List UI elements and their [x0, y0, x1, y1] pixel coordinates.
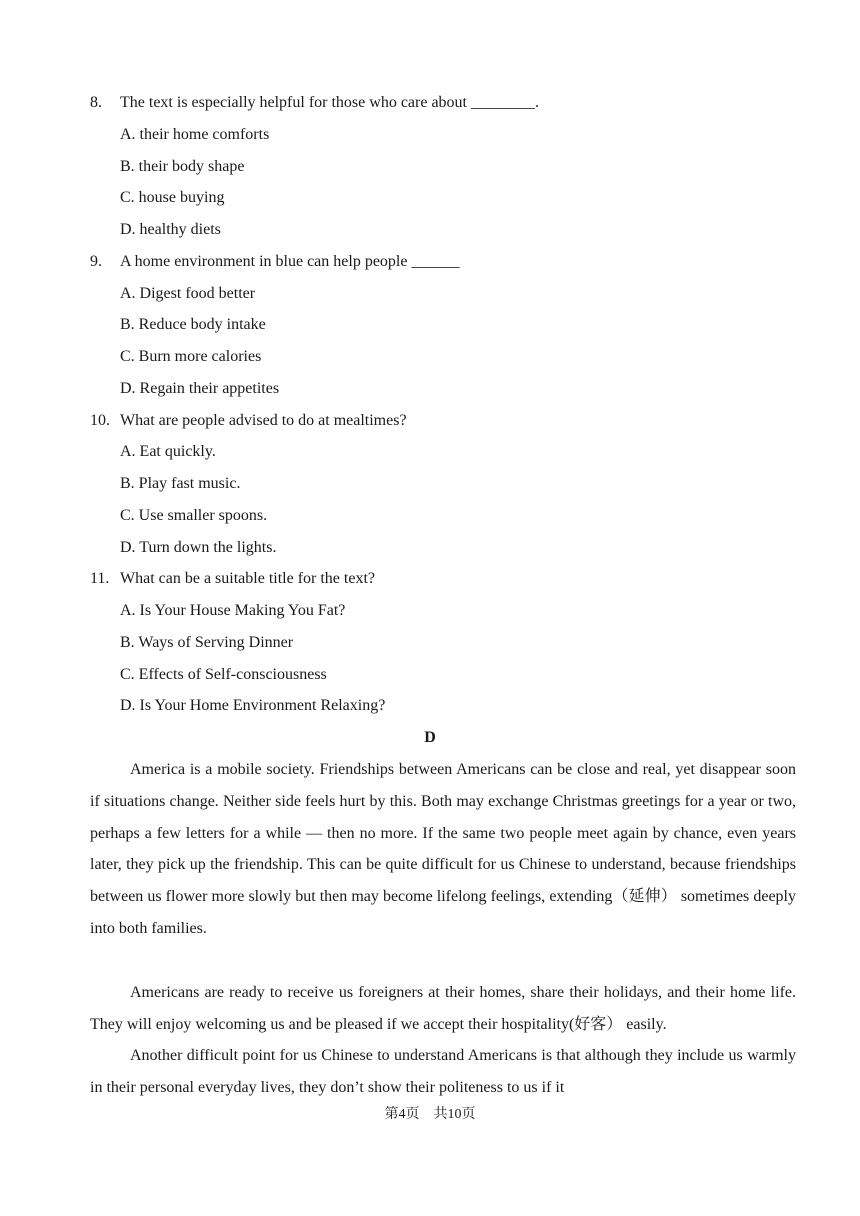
option-b: B. Ways of Serving Dinner	[120, 634, 294, 651]
paragraph-text: Americans are ready to receive us foreigners at their homes, share their holidays, and their home life. They will enjoy welcoming us and be pleased if we accept their hospitality(好客） easily.	[90, 984, 796, 1033]
question-stem: A home environment in blue can help people ______	[120, 253, 460, 270]
option-a: A. Eat quickly.	[120, 443, 216, 460]
option-d: D. Turn down the lights.	[120, 539, 277, 556]
question-stem: What are people advised to do at mealtimes?	[120, 412, 407, 429]
option-c: C. Effects of Self-consciousness	[120, 666, 327, 683]
option-c: C. house buying	[120, 189, 225, 206]
option-a: A. Digest food better	[120, 285, 256, 302]
question-stem: The text is especially helpful for those who care about ________.	[120, 94, 539, 111]
option-b: B. Reduce body intake	[120, 316, 266, 333]
option-c: C. Use smaller spoons.	[120, 507, 268, 524]
question-number: 9.	[90, 253, 102, 270]
question-number: 11.	[90, 570, 110, 587]
question-number: 8.	[90, 94, 102, 111]
paragraph-text: Another difficult point for us Chinese to understand Americans is that although they include us warmly in their personal everyday lives, they don’t show their politeness to us if it	[90, 1047, 796, 1096]
option-d: D. Regain their appetites	[120, 380, 280, 397]
option-b: B. Play fast music.	[120, 475, 241, 492]
question-number: 10.	[90, 412, 110, 429]
option-d: D. Is Your Home Environment Relaxing?	[120, 697, 386, 714]
page-footer: 第4页 共10页	[384, 1107, 476, 1122]
passage-paragraph-2	[90, 977, 796, 1041]
paragraph-text: America is a mobile society. Friendships between Americans can be close and real, yet disappear soon if situations change. Neither side feels hurt by this. Both may exchange Christmas greetings for a year or two, perhaps a few letters for a while — then no more. If the same two people meet again by chance, even years later, they pick up the friendship. This can be quite difficult for us Chinese to understand, because friendships between us flower more slowly but then may become lifelong feelings, extending（延伸） sometimes deeply into both families.	[90, 761, 796, 937]
option-c: C. Burn more calories	[120, 348, 262, 365]
question-stem: What can be a suitable title for the text?	[120, 570, 375, 587]
option-b: B. their body shape	[120, 158, 245, 175]
passage-paragraph-3	[90, 1040, 796, 1104]
option-a: A. Is Your House Making You Fat?	[120, 602, 346, 619]
section-title: D	[424, 729, 436, 746]
option-d: D. healthy diets	[120, 221, 221, 238]
option-a: A. their home comforts	[120, 126, 270, 143]
passage-paragraph-1	[90, 754, 796, 945]
